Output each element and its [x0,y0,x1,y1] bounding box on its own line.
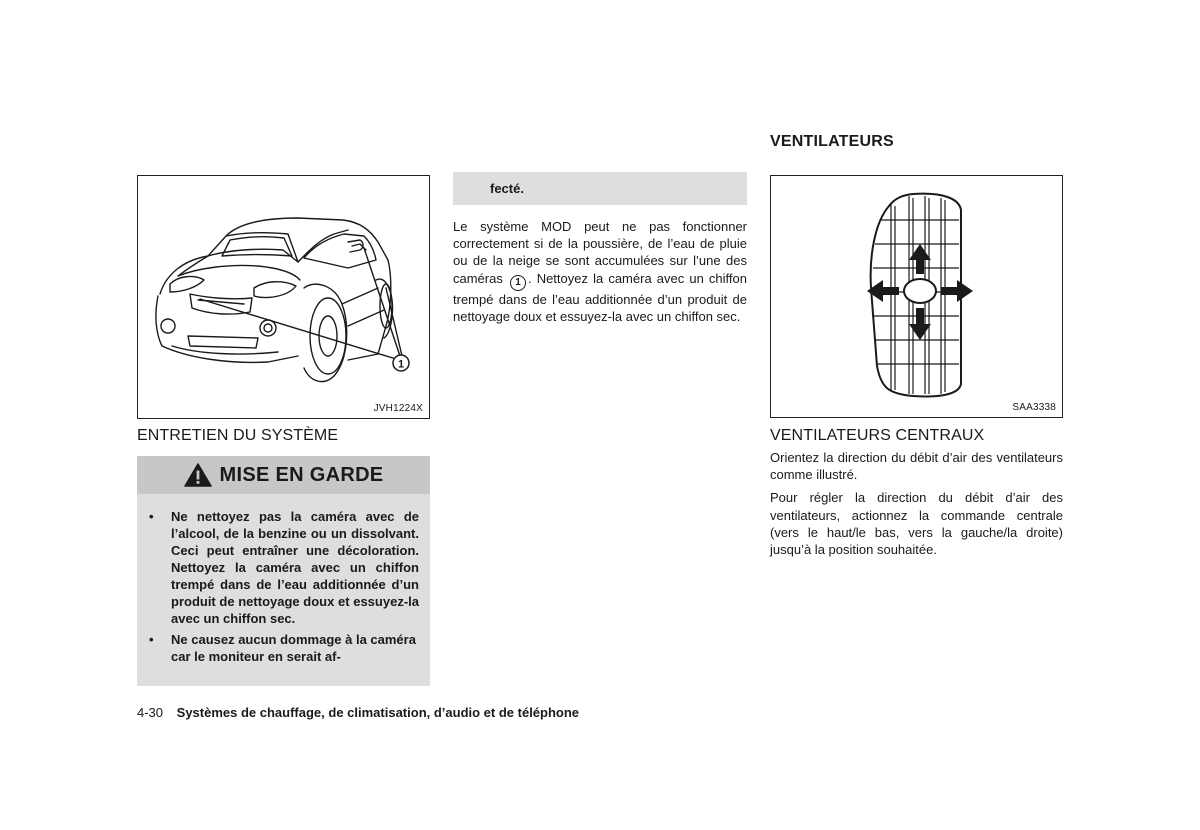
warning-title: MISE EN GARDE [219,463,384,486]
section-heading-ventilateurs: VENTILATEURS [770,133,894,150]
camera-callout-marker: 1 [510,275,526,291]
warning-triangle-icon [184,463,212,487]
vent-illustration [771,176,1062,417]
page-number: 4-30 [137,705,164,720]
camera-callout-number: 1 [397,358,405,371]
warning-item-text: Ne causez aucun dommage à la caméra car le moniteur en serait af- [171,632,416,664]
warning-continuation-text: fecté. [490,181,524,196]
paragraph-text-after: . Nettoyez la caméra avec un chiffon trempé dans de l’eau additionnée d’un produit de nettoyage doux et essuyez-la avec un chiffon sec. [453,270,747,324]
warning-box [137,456,430,686]
chapter-title: Systèmes de chauffage, de climatisation, d’audio et de téléphone [176,705,580,720]
warning-continuation-box [453,172,747,205]
car-illustration [138,176,429,418]
section-title-ventilateurs-centraux: VENTILATEURS CENTRAUX [770,427,985,444]
bullet-icon: • [149,509,154,524]
bullet-icon: • [149,632,154,647]
warning-item-text: Ne nettoyez pas la caméra avec de l’alcool, de la benzine ou un dissolvant. Ceci peut entraîner une décoloration. Nettoyez la caméra avec un chiffon trempé dans de l’eau additionnée d’un produit de nettoyage doux et essuyez-la avec un chiffon sec. [171,509,419,626]
vent-paragraph: Orientez la direction du débit d’air des ventilateurs comme illustré. [770,450,1063,483]
car-camera-figure [137,175,430,419]
paragraph-text-before: Le système MOD peut ne pas fonctionner correctement si de la poussière, de l’eau de pluie ou de la neige se sont accumulées sur l’une des caméras [453,219,747,286]
camera-cleaning-paragraph [453,218,747,331]
section-title-entretien: ENTRETIEN DU SYSTÈME [137,427,339,444]
vent-figure [770,175,1063,418]
warning-list [149,508,419,669]
vent-instructions [770,449,1063,564]
page-footer [137,705,579,720]
warning-title-bar [137,456,430,494]
central-control-knob [904,279,936,303]
warning-item [149,508,419,627]
warning-item [149,631,419,665]
figure-code: JVH1224X [373,403,423,414]
vent-paragraph: Pour régler la direction du débit d’air des ventilateurs, actionnez la commande centrale (vers le haut/le bas, vers la gauche/la droite) jusqu’à la position souhaitée. [770,490,1063,558]
figure-code: SAA3338 [1012,402,1056,413]
